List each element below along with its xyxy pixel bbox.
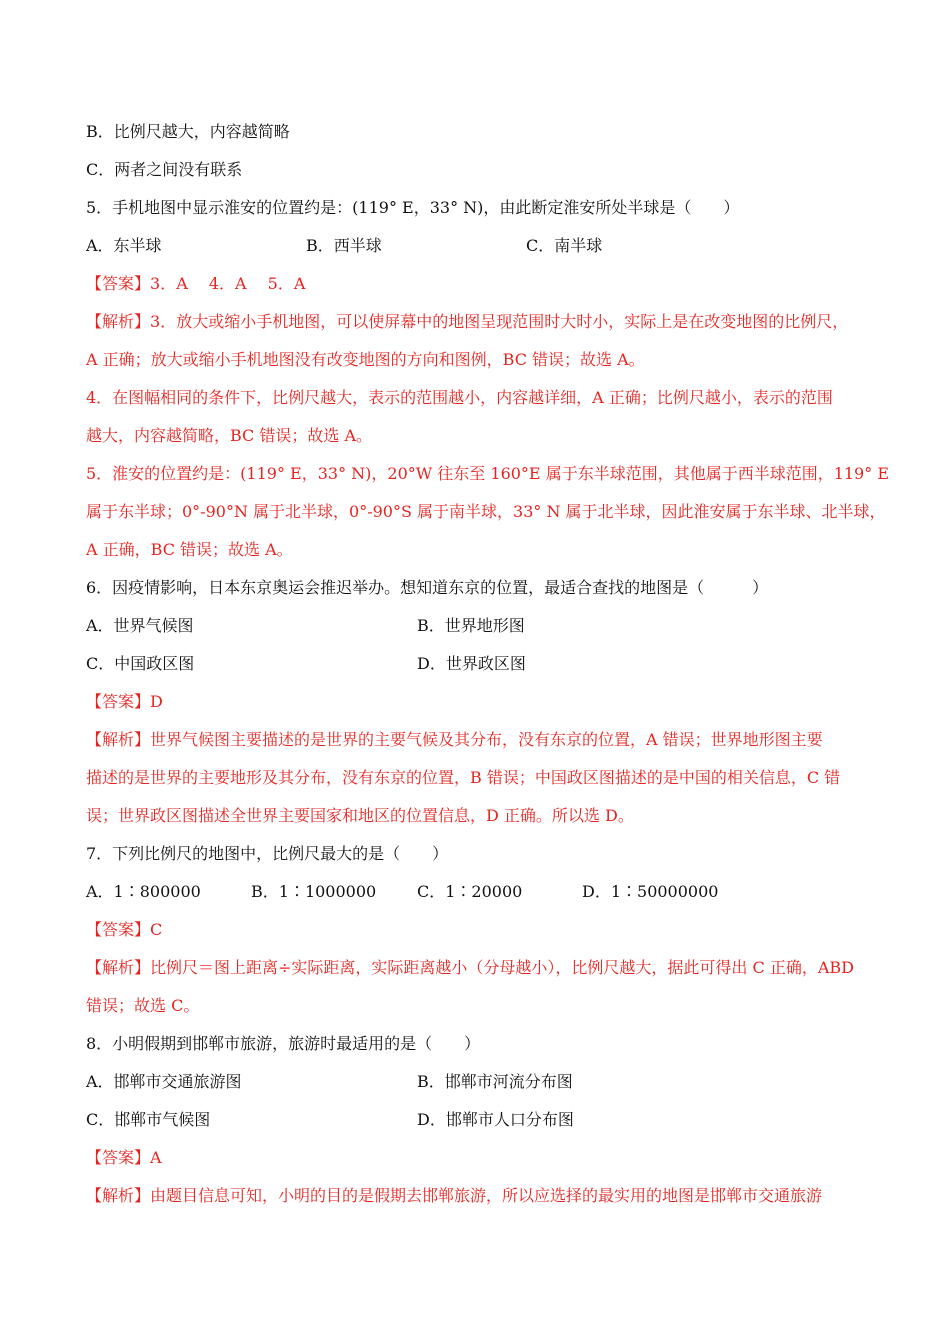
q4-option-c: C．两者之间没有联系 bbox=[86, 160, 243, 179]
q7-option-d: D．1∶50000000 bbox=[582, 882, 719, 901]
explanation-6-line-1 bbox=[86, 729, 866, 751]
q5-option-c: C．南半球 bbox=[526, 236, 603, 255]
answer-value: D bbox=[150, 692, 163, 711]
explanation-3-line-2: A 正确；放大或缩小手机地图没有改变地图的方向和图例，BC 错误；故选 A。 bbox=[86, 350, 645, 369]
explanation-8-line-1 bbox=[86, 1185, 866, 1207]
explanation-6-line-2: 描述的是世界的主要地形及其分布，没有东京的位置，B 错误；中国政区图描述的是中国的相关信息，C 错 bbox=[86, 768, 841, 787]
q5-options bbox=[86, 235, 866, 257]
q8-option-b: B．邯郸市河流分布图 bbox=[417, 1072, 573, 1091]
q7-option-a: A．1∶800000 bbox=[86, 882, 201, 901]
q8-options-row-1 bbox=[86, 1071, 866, 1093]
explanation-5-line-3: A 正确，BC 错误；故选 A。 bbox=[86, 540, 293, 559]
explanation-3-line-1 bbox=[86, 311, 866, 333]
answer-tag: 【答案】 bbox=[86, 274, 151, 293]
q6-options-row-1 bbox=[86, 615, 866, 637]
q6-options-row-2 bbox=[86, 653, 866, 675]
q4-option-b: B．比例尺越大，内容越简略 bbox=[86, 122, 290, 141]
explanation-4-line-2: 越大，内容越简略，BC 错误；故选 A。 bbox=[86, 426, 373, 445]
q6-option-b: B．世界地形图 bbox=[417, 616, 525, 635]
explanation-7-line-1 bbox=[86, 957, 866, 979]
question-5: 5．手机地图中显示淮安的位置约是：(119° E，33° N)，由此断定淮安所处半球是（ ） bbox=[86, 198, 740, 217]
q6-option-a: A．世界气候图 bbox=[86, 616, 194, 635]
q5-option-b: B．西半球 bbox=[306, 236, 382, 255]
answer-tag: 【答案】 bbox=[86, 692, 151, 711]
explanation-text: 3．放大或缩小手机地图，可以使屏幕中的地图呈现范围时大时小，实际上是在改变地图的比例尺， bbox=[150, 312, 849, 331]
explanation-tag: 【解析】 bbox=[86, 1186, 151, 1205]
answer-6 bbox=[86, 691, 866, 713]
answer-value: 3．A 4．A 5．A bbox=[150, 274, 306, 293]
q8-option-a: A．邯郸市交通旅游图 bbox=[86, 1072, 242, 1091]
question-7: 7．下列比例尺的地图中，比例尺最大的是（ ） bbox=[86, 844, 449, 863]
answer-3-5 bbox=[86, 273, 866, 295]
q8-option-d: D．邯郸市人口分布图 bbox=[417, 1110, 574, 1129]
explanation-4-line-1: 4．在图幅相同的条件下，比例尺越大，表示的范围越小，内容越详细，A 正确；比例尺越小，表示的范围 bbox=[86, 388, 833, 407]
answer-tag: 【答案】 bbox=[86, 1148, 151, 1167]
explanation-tag: 【解析】 bbox=[86, 730, 151, 749]
explanation-tag: 【解析】 bbox=[86, 312, 151, 331]
explanation-text: 世界气候图主要描述的是世界的主要气候及其分布，没有东京的位置，A 错误；世界地形图主要 bbox=[150, 730, 823, 749]
q8-options-row-2 bbox=[86, 1109, 866, 1131]
answer-tag: 【答案】 bbox=[86, 920, 151, 939]
q8-option-c: C．邯郸市气候图 bbox=[86, 1110, 211, 1129]
answer-value: C bbox=[150, 920, 163, 939]
question-8: 8．小明假期到邯郸市旅游，旅游时最适用的是（ ） bbox=[86, 1034, 481, 1053]
q7-options bbox=[86, 881, 866, 903]
answer-value: A bbox=[150, 1148, 162, 1167]
q6-option-c: C．中国政区图 bbox=[86, 654, 195, 673]
explanation-6-line-3: 误；世界政区图描述全世界主要国家和地区的位置信息，D 正确。所以选 D。 bbox=[86, 806, 634, 825]
explanation-text: 比例尺＝图上距离÷实际距离，实际距离越小（分母越小），比例尺越大，据此可得出 C 正确，ABD bbox=[150, 958, 854, 977]
q7-option-b: B．1∶1000000 bbox=[251, 882, 377, 901]
question-6: 6．因疫情影响，日本东京奥运会推迟举办。想知道东京的位置，最适合查找的地图是（ ） bbox=[86, 578, 769, 597]
q5-option-a: A．东半球 bbox=[86, 236, 162, 255]
explanation-5-line-1: 5．淮安的位置约是：(119° E，33° N)，20°W 往东至 160°E 属于东半球范围，其他属于西半球范围，119° E bbox=[86, 464, 890, 483]
explanation-7-line-2: 错误；故选 C。 bbox=[86, 996, 200, 1015]
q6-option-d: D．世界政区图 bbox=[417, 654, 526, 673]
answer-7 bbox=[86, 919, 866, 941]
answer-8 bbox=[86, 1147, 866, 1169]
explanation-tag: 【解析】 bbox=[86, 958, 151, 977]
explanation-5-line-2: 属于东半球；0°-90°N 属于北半球，0°-90°S 属于南半球，33° N 属于北半球，因此淮安属于东半球、北半球， bbox=[86, 502, 886, 521]
explanation-text: 由题目信息可知，小明的目的是假期去邯郸旅游，所以应选择的最实用的地图是邯郸市交通旅游 bbox=[150, 1186, 823, 1205]
q7-option-c: C．1∶20000 bbox=[417, 882, 523, 901]
